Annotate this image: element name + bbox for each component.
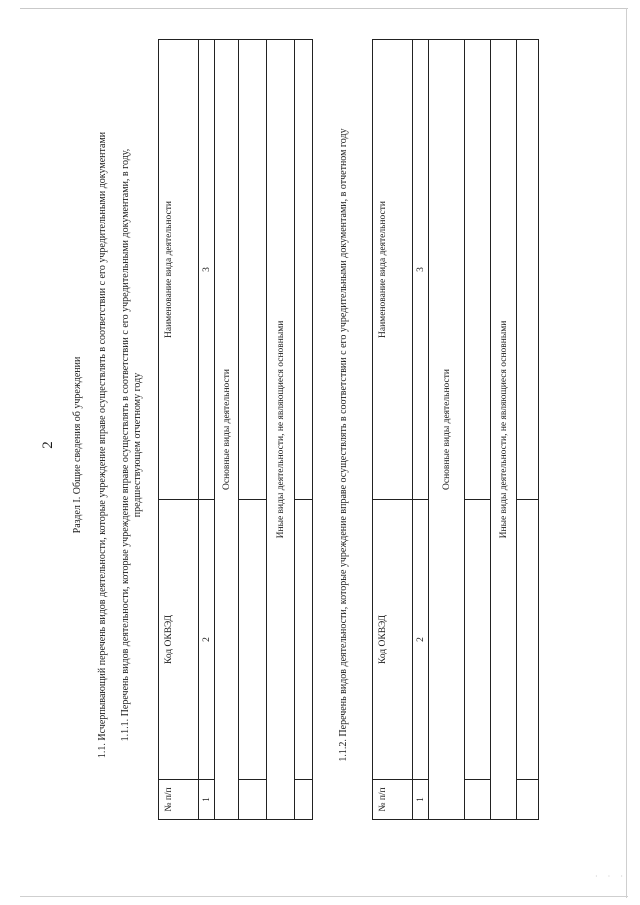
main-activities-row xyxy=(215,40,239,820)
header-name: Наименование вида деятельности xyxy=(373,40,413,500)
table-row xyxy=(517,40,539,820)
scan-edge-top xyxy=(20,8,628,9)
table-row xyxy=(239,40,267,820)
header-num: № п/п xyxy=(373,780,413,820)
col-number-1: 1 xyxy=(199,780,215,820)
table-row xyxy=(465,40,491,820)
col-number-2: 2 xyxy=(199,500,215,780)
section-title: Раздел I. Общие сведения об учреждении xyxy=(72,356,83,534)
main-activities-label: Основные виды деятельности xyxy=(215,40,239,820)
table-cell xyxy=(295,500,313,780)
table-cell xyxy=(517,780,539,820)
table-cell xyxy=(295,780,313,820)
table-row xyxy=(295,40,313,820)
table-cell xyxy=(465,780,491,820)
main-activities-row xyxy=(429,40,465,820)
header-code: Код ОКВЭД xyxy=(159,500,199,780)
header-code: Код ОКВЭД xyxy=(373,500,413,780)
table-header-row xyxy=(373,40,413,820)
table-numbering-row xyxy=(199,40,215,820)
header-num: № п/п xyxy=(159,780,199,820)
other-activities-row xyxy=(267,40,295,820)
table-cell xyxy=(239,500,267,780)
clause-1-1-1-continuation: предшествующем отчетному году xyxy=(132,372,143,518)
table-cell xyxy=(465,40,491,500)
table-cell xyxy=(295,40,313,500)
col-number-2: 2 xyxy=(413,500,429,780)
other-activities-row xyxy=(491,40,517,820)
rotated-sheet xyxy=(20,10,620,880)
scan-artifact: · · · xyxy=(595,872,627,881)
other-activities-label: Иные виды деятельности, не являющиеся основными xyxy=(491,40,517,820)
table-cell xyxy=(517,40,539,500)
activities-table-previous-year xyxy=(158,39,313,820)
activities-table-reporting-year xyxy=(372,39,539,820)
other-activities-label: Иные виды деятельности, не являющиеся основными xyxy=(267,40,295,820)
clause-1-1-2: 1.1.2. Перечень видов деятельности, которые учреждение вправе осуществлять в соответствии с его учредительными документами, в отчетном году xyxy=(338,128,349,762)
scan-edge-right xyxy=(626,8,627,898)
col-number-1: 1 xyxy=(413,780,429,820)
table-cell xyxy=(239,780,267,820)
table-numbering-row xyxy=(413,40,429,820)
scan-edge-bottom xyxy=(20,896,628,897)
clause-1-1: 1.1. Исчерпывающий перечень видов деятельности, которые учреждение вправе осуществлять в соответствии с его учредительными документами xyxy=(97,131,108,759)
col-number-3: 3 xyxy=(413,40,429,500)
header-name: Наименование вида деятельности xyxy=(159,40,199,500)
table-header-row xyxy=(159,40,199,820)
clause-1-1-1: 1.1.1. Перечень видов деятельности, которые учреждение вправе осуществлять в соответствии с его учредительными документами, в году, xyxy=(120,148,131,742)
page-number: 2 xyxy=(40,441,56,449)
table-cell xyxy=(465,500,491,780)
main-activities-label: Основные виды деятельности xyxy=(429,40,465,820)
table-cell xyxy=(517,500,539,780)
col-number-3: 3 xyxy=(199,40,215,500)
table-cell xyxy=(239,40,267,500)
